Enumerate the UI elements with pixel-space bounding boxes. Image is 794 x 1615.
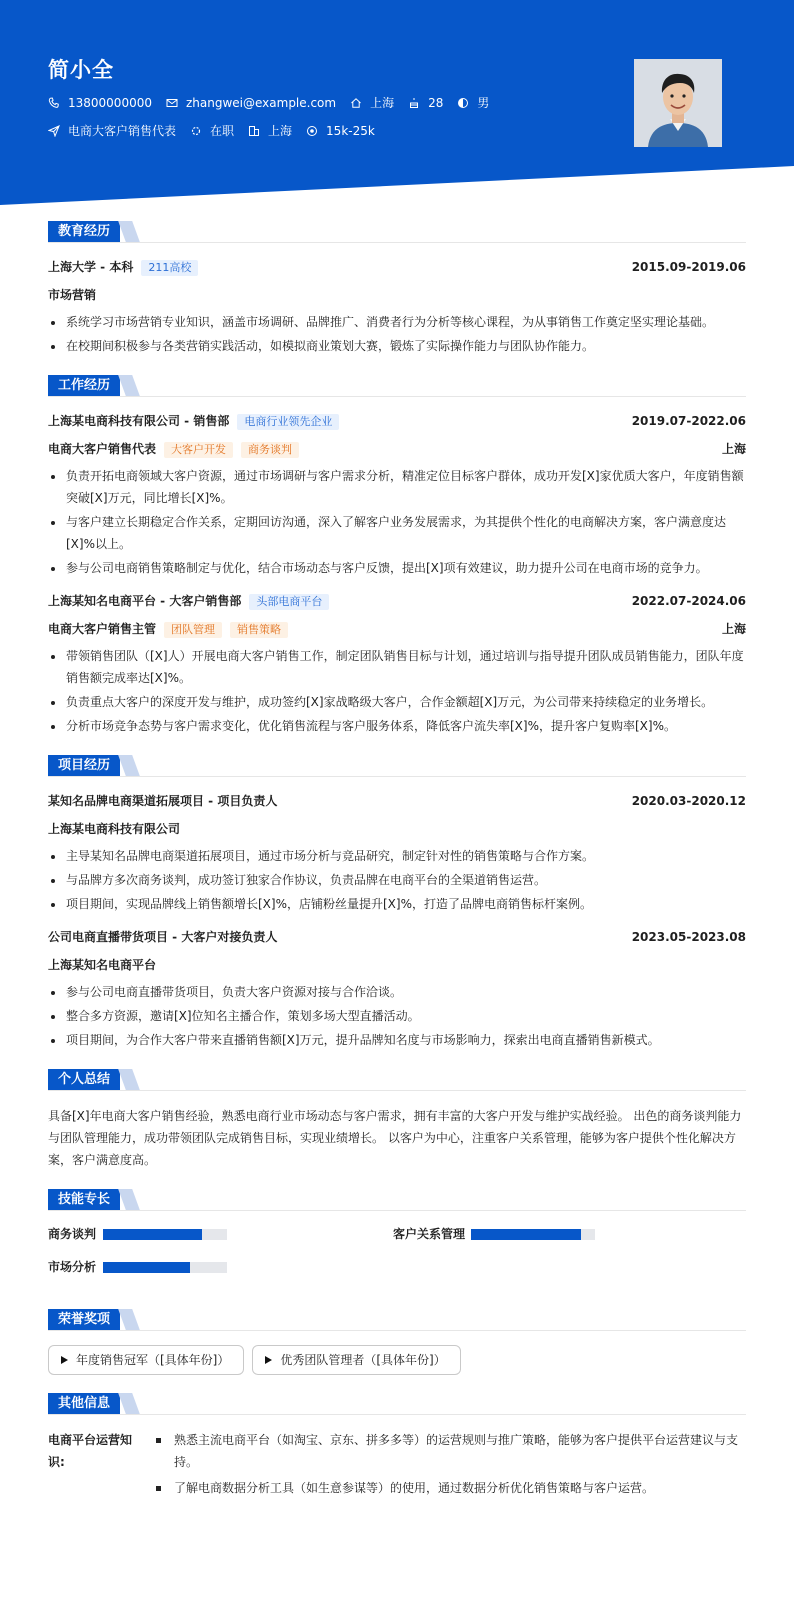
project-entry [48, 927, 746, 1051]
education-section [48, 221, 746, 357]
skill-bar [103, 1229, 227, 1240]
skill-name: 市场分析 [48, 1260, 97, 1275]
company-tag: 电商行业领先企业 [237, 414, 339, 430]
list-item: 项目期间，实现品牌线上销售额增长[X]%，店铺粉丝量提升[X]%，打造了品牌电商销售标杆案例。 [48, 893, 746, 915]
awards-title: 荣誉奖项 [48, 1309, 120, 1330]
list-item: 熟悉主流电商平台（如淘宝、京东、拼多多等）的运营规则与推广策略，能够为客户提供平台运营建议与支持。 [148, 1429, 746, 1473]
section-title-accent [118, 755, 140, 776]
position-item [48, 122, 176, 140]
education-school-line [48, 257, 198, 277]
skill-name: 商务谈判 [48, 1227, 97, 1241]
city-item [350, 94, 394, 112]
skill-name: 客户关系管理 [393, 1227, 466, 1241]
project-name: 某知名品牌电商渠道拓展项目 - 项目负责人 [48, 794, 278, 808]
status-text: 在职 [210, 124, 235, 138]
role-name: 电商大客户销售主管 [48, 622, 157, 636]
role-tag: 团队管理 [164, 622, 222, 638]
work-period: 2019.07-2022.06 [631, 414, 746, 428]
other-info-row [48, 1429, 746, 1503]
section-title-accent [118, 1393, 140, 1414]
list-item: 负责开拓电商领域大客户资源，通过市场调研与客户需求分析，精准定位目标客户群体，成功开发[X]家优质大客户，年度销售额突破[X]万元，同比增长[X]%。 [48, 465, 746, 509]
project-org-row [48, 955, 746, 975]
list-item: 项目期间，为合作大客户带来直播销售额[X]万元，提升品牌知名度与市场影响力，探索出电商直播销售新模式。 [48, 1029, 746, 1051]
gender-text: 男 [477, 96, 490, 110]
email-text: zhangwei@example.com [185, 96, 337, 110]
summary-title: 个人总结 [48, 1069, 120, 1090]
mail-icon [166, 97, 178, 109]
skill-item [393, 1225, 738, 1244]
awards-section [48, 1309, 746, 1375]
project-bullets [48, 981, 746, 1051]
work-company-line [48, 411, 339, 431]
city-text: 上海 [370, 96, 395, 110]
position-text: 电商大客户销售代表 [68, 124, 177, 138]
list-item: 负责重点大客户的深度开发与维护，成功签约[X]家战略级大客户，合作金额超[X]万元，为公司带来持续稳定的业务增长。 [48, 691, 746, 713]
spinner-icon [190, 125, 202, 137]
phone-item [48, 94, 152, 112]
project-name-row [48, 927, 746, 947]
send-icon [48, 125, 60, 137]
education-section-header [48, 221, 746, 243]
company-name: 上海某知名电商平台 - 大客户销售部 [48, 594, 242, 608]
email-item [166, 94, 336, 112]
list-item: 与客户建立长期稳定合作关系，定期回访沟通，深入了解客户业务发展需求，为其提供个性化的电商解决方案，客户满意度达[X]%以上。 [48, 511, 746, 555]
award-label: 年度销售冠军（[具体年份]） [76, 1352, 230, 1367]
work-location: 上海 [721, 622, 746, 636]
target-city-item [248, 122, 292, 140]
major-name: 市场营销 [48, 288, 97, 302]
other-info-list [148, 1429, 746, 1503]
resume-body [0, 205, 794, 1533]
project-org-row [48, 819, 746, 839]
other-info-label: 电商平台运营知识: [48, 1433, 133, 1470]
projects-title: 项目经历 [48, 755, 120, 776]
other-title: 其他信息 [48, 1393, 120, 1414]
skills-section [48, 1189, 746, 1291]
gender-item [457, 94, 489, 112]
work-location: 上海 [721, 442, 746, 456]
status-item [190, 122, 234, 140]
work-role-line [48, 439, 299, 459]
age-item [408, 94, 443, 112]
resume-header [0, 0, 794, 205]
role-tag: 销售策略 [230, 622, 288, 638]
work-title: 工作经历 [48, 375, 120, 396]
age-text: 28 [428, 96, 444, 110]
skills-title: 技能专长 [48, 1189, 120, 1210]
section-title-accent [118, 1189, 140, 1210]
summary-text: 具备[X]年电商大客户销售经验，熟悉电商行业市场动态与客户需求，拥有丰富的大客户开发与维护实战经验。 出色的商务谈判能力与团队管理能力，成功带领团队完成销售目标，实现业绩增长。 以客户为中心，注重客户关系管理，能够为客户提供个性化解决方案，客户满意度高。 [48, 1109, 742, 1167]
skill-bar [471, 1229, 595, 1240]
list-item: 主导某知名品牌电商渠道拓展项目，通过市场分析与竞品研究，制定针对性的销售策略与合作方案。 [48, 845, 746, 867]
work-entry [48, 591, 746, 737]
project-org: 上海某知名电商平台 [48, 958, 157, 972]
play-triangle-icon [61, 1356, 68, 1364]
building-icon [248, 125, 260, 137]
home-icon [350, 97, 362, 109]
list-item: 与品牌方多次商务谈判，成功签订独家合作协议，负责品牌在电商平台的全渠道销售运营。 [48, 869, 746, 891]
education-bullets [48, 311, 746, 357]
company-name: 上海某电商科技有限公司 - 销售部 [48, 414, 230, 428]
gender-icon [457, 97, 469, 109]
project-bullets [48, 845, 746, 915]
summary-section [48, 1069, 746, 1171]
education-period: 2015.09-2019.06 [631, 260, 746, 274]
section-title-accent [118, 1309, 140, 1330]
awards-section-header [48, 1309, 746, 1331]
list-item: 参与公司电商直播带货项目，负责大客户资源对接与合作洽谈。 [48, 981, 746, 1003]
skill-item [48, 1258, 393, 1277]
role-name: 电商大客户销售代表 [48, 442, 157, 456]
section-title-accent [118, 221, 140, 242]
school-tag: 211高校 [141, 260, 198, 276]
section-title-accent [118, 1069, 140, 1090]
project-entry [48, 791, 746, 915]
major-row [48, 285, 746, 305]
other-section-header [48, 1393, 746, 1415]
list-item: 系统学习市场营销专业知识，涵盖市场调研、品牌推广、消费者行为分析等核心课程，为从事销售工作奠定坚实理论基础。 [48, 311, 746, 333]
salary-item [306, 122, 375, 140]
section-title-accent [118, 375, 140, 396]
work-role-row [48, 439, 746, 459]
company-tag: 头部电商平台 [249, 594, 329, 610]
list-item: 参与公司电商销售策略制定与优化，结合市场动态与客户反馈，提出[X]项有效建议，助力提升公司在电商市场的竞争力。 [48, 557, 746, 579]
skill-bar [103, 1262, 227, 1273]
projects-section [48, 755, 746, 1051]
list-item: 整合多方资源，邀请[X]位知名主播合作，策划多场大型直播活动。 [48, 1005, 746, 1027]
project-period: 2023.05-2023.08 [631, 930, 746, 944]
work-entry [48, 411, 746, 579]
award-item[interactable] [48, 1345, 244, 1375]
project-org: 上海某电商科技有限公司 [48, 822, 181, 836]
list-item: 在校期间积极参与各类营销实践活动，如模拟商业策划大赛，锻炼了实际操作能力与团队协作能力。 [48, 335, 746, 357]
avatar [634, 59, 722, 147]
school-name: 上海大学 - 本科 [48, 260, 134, 274]
cake-icon [408, 97, 420, 109]
skills-section-header [48, 1189, 746, 1211]
projects-section-header [48, 755, 746, 777]
skill-bar-fill [471, 1229, 581, 1240]
summary-section-header [48, 1069, 746, 1091]
work-company-row [48, 591, 746, 611]
role-tag: 大客户开发 [164, 442, 233, 458]
phone-icon [48, 97, 60, 109]
other-section [48, 1393, 746, 1503]
work-company-line [48, 591, 329, 611]
education-title: 教育经历 [48, 221, 120, 242]
role-tag: 商务谈判 [241, 442, 299, 458]
awards-list [48, 1345, 746, 1375]
project-name: 公司电商直播带货项目 - 大客户对接负责人 [48, 930, 278, 944]
target-city-text: 上海 [268, 124, 293, 138]
salary-text: 15k-25k [326, 124, 375, 138]
candidate-name: 简小全 [48, 58, 114, 82]
project-name-row [48, 791, 746, 811]
work-section-header [48, 375, 746, 397]
work-company-row [48, 411, 746, 431]
work-bullets [48, 465, 746, 579]
skill-bar-fill [103, 1229, 202, 1240]
work-role-line [48, 619, 288, 639]
list-item: 分析市场竞争态势与客户需求变化，优化销售流程与客户服务体系，降低客户流失率[X]%，提升客户复购率[X]%。 [48, 715, 746, 737]
work-period: 2022.07-2024.06 [631, 594, 746, 608]
work-bullets [48, 645, 746, 737]
coin-icon [306, 125, 318, 137]
project-period: 2020.03-2020.12 [631, 794, 746, 808]
list-item: 了解电商数据分析工具（如生意参谋等）的使用，通过数据分析优化销售策略与客户运营。 [148, 1477, 746, 1499]
list-item: 带领销售团队（[X]人）开展电商大客户销售工作，制定团队销售目标与计划，通过培训与指导提升团队成员销售能力，团队年度销售额完成率达[X]%。 [48, 645, 746, 689]
award-label: 优秀团队管理者（[具体年份]） [280, 1352, 446, 1367]
work-role-row [48, 619, 746, 639]
work-section [48, 375, 746, 737]
phone-text: 13800000000 [68, 96, 152, 110]
skills-grid [48, 1225, 746, 1291]
award-item[interactable] [252, 1345, 460, 1375]
skill-item [48, 1225, 393, 1244]
play-triangle-icon [265, 1356, 272, 1364]
education-row [48, 257, 746, 277]
skill-bar-fill [103, 1262, 190, 1273]
